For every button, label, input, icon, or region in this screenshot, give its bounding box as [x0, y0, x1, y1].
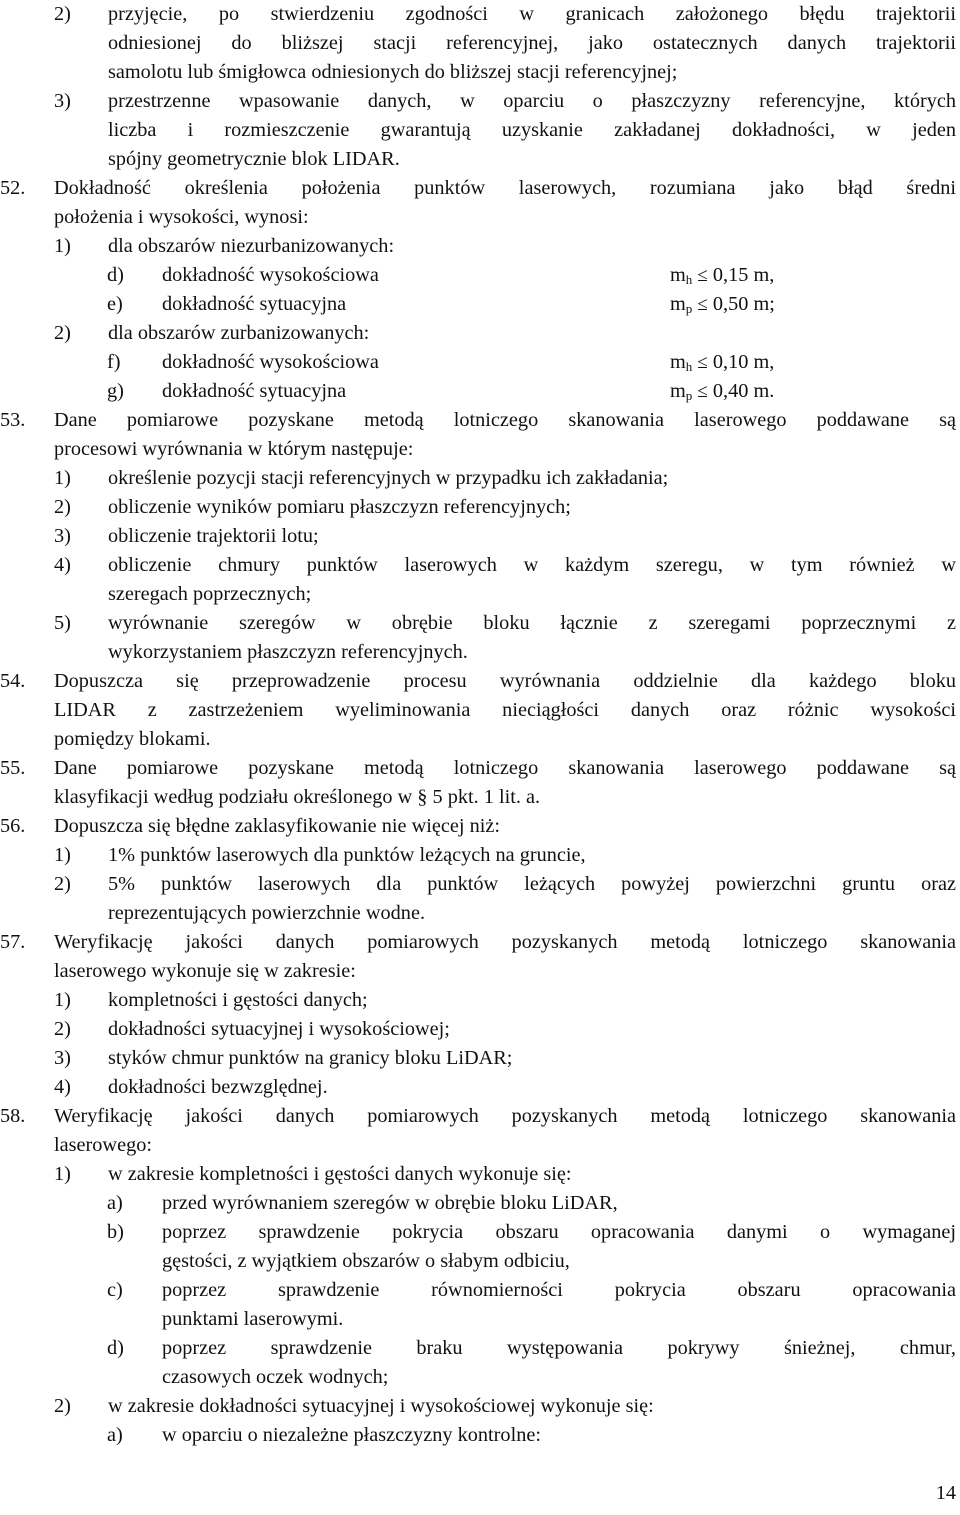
item-text: 1% punktów laserowych dla punktów leżących na gruncie, — [108, 844, 586, 866]
paragraph-number: 57. — [0, 931, 26, 953]
item-text: obliczenie trajektorii lotu; — [108, 525, 319, 547]
item-text: poprzez sprawdzenie równomierności pokrycia obszaru opracowania — [162, 1279, 956, 1301]
item-letter: b) — [107, 1221, 124, 1243]
item-number: 3) — [54, 1047, 71, 1069]
text-line — [0, 435, 960, 464]
paragraph-text: Dokładność określenia położenia punktów laserowych, rozumiana jako błąd średni — [54, 177, 956, 199]
paragraph-text: Weryfikację jakości danych pomiarowych pozyskanych metodą lotniczego skanowania — [54, 1105, 956, 1127]
less-equal-icon: ≤ — [697, 294, 708, 315]
text-line — [0, 1247, 960, 1276]
text-line — [0, 638, 960, 667]
item-text: obliczenie wyników pomiaru płaszczyzn referencyjnych; — [108, 496, 571, 518]
paragraph-text: laserowego: — [54, 1134, 152, 1156]
paragraph-text: klasyfikacji według podziału określonego w § 5 pkt. 1 lit. a. — [54, 786, 541, 808]
paragraph-number: 58. — [0, 1105, 26, 1127]
item-text: w zakresie kompletności i gęstości danych wykonuje się: — [108, 1163, 572, 1185]
list-item — [0, 986, 960, 1015]
list-item — [0, 87, 960, 116]
item-number: 2) — [54, 873, 71, 895]
paragraph-56 — [0, 812, 960, 841]
item-text: samolotu lub śmigłowca odniesionych do bliższej stacji referencyjnej; — [108, 61, 678, 83]
accuracy-value: $m_h \le 0,10$ m, — [670, 348, 774, 377]
list-item — [0, 232, 960, 261]
paragraph-text: Weryfikację jakości danych pomiarowych pozyskanych metodą lotniczego skanowania — [54, 931, 956, 953]
text-line — [0, 1363, 960, 1392]
text-line — [0, 116, 960, 145]
item-text: w zakresie dokładności sytuacyjnej i wysokościowej wykonuje się: — [108, 1395, 654, 1417]
item-letter: f) — [107, 351, 121, 373]
paragraph-number: 52. — [0, 177, 26, 199]
paragraph-number: 55. — [0, 757, 26, 779]
item-text: dokładności bezwzględnej. — [108, 1076, 328, 1098]
item-number: 3) — [54, 525, 71, 547]
less-equal-icon: ≤ — [697, 381, 708, 402]
paragraph-58 — [0, 1102, 960, 1131]
paragraph-number: 56. — [0, 815, 26, 837]
item-letter: g) — [107, 380, 124, 402]
text-line — [0, 899, 960, 928]
item-number: 1) — [54, 467, 71, 489]
list-item — [0, 522, 960, 551]
item-text: dokładności sytuacyjnej i wysokościowej; — [108, 1018, 450, 1040]
paragraph-text: pomiędzy blokami. — [54, 728, 211, 750]
accuracy-row — [0, 348, 960, 377]
text-line — [0, 58, 960, 87]
item-number: 1) — [54, 989, 71, 1011]
list-item — [0, 319, 960, 348]
item-letter: a) — [107, 1192, 123, 1214]
list-item — [0, 1015, 960, 1044]
paragraph-text: Dopuszcza się przeprowadzenie procesu wyrównania oddzielnie dla każdego bloku — [54, 670, 956, 692]
item-text: w oparciu o niezależne płaszczyzny kontrolne: — [162, 1424, 541, 1446]
paragraph-number: 54. — [0, 670, 26, 692]
item-number: 2) — [54, 1018, 71, 1040]
item-text: gęstości, z wyjątkiem obszarów o słabym odbiciu, — [162, 1250, 570, 1272]
item-text: czasowych oczek wodnych; — [162, 1366, 389, 1388]
item-text: poprzez sprawdzenie braku występowania pokrywy śnieżnej, chmur, — [162, 1337, 956, 1359]
item-letter: a) — [107, 1424, 123, 1446]
item-number: 2) — [54, 3, 71, 25]
item-text: poprzez sprawdzenie pokrycia obszaru opracowania danymi o wymaganej — [162, 1221, 956, 1243]
item-number: 2) — [54, 496, 71, 518]
paragraph-text: procesowi wyrównania w którym następuje: — [54, 438, 414, 460]
text-line — [0, 1131, 960, 1160]
item-number: 4) — [54, 1076, 71, 1098]
item-text: spójny geometrycznie blok LIDAR. — [108, 148, 400, 170]
accuracy-row — [0, 377, 960, 406]
item-letter: c) — [107, 1279, 123, 1301]
item-text: określenie pozycji stacji referencyjnych w przypadku ich zakładania; — [108, 467, 669, 489]
accuracy-value: $m_p \le 0,50$ m; — [670, 290, 775, 319]
text-line — [0, 580, 960, 609]
list-item — [0, 1218, 960, 1247]
item-letter: d) — [107, 264, 124, 286]
list-item — [0, 1044, 960, 1073]
paragraph-52 — [0, 174, 960, 203]
item-text: odniesionej do bliższej stacji referencyjnej, jako ostatecznych danych trajektorii — [108, 32, 956, 54]
item-text: 5% punktów laserowych dla punktów leżących powyżej powierzchni gruntu oraz — [108, 873, 956, 895]
item-letter: e) — [107, 293, 123, 315]
text-line — [0, 957, 960, 986]
list-item — [0, 609, 960, 638]
list-item — [0, 1392, 960, 1421]
paragraph-53 — [0, 406, 960, 435]
item-number: 1) — [54, 844, 71, 866]
item-number: 2) — [54, 322, 71, 344]
item-text: dokładność sytuacyjna — [162, 293, 347, 315]
item-letter: d) — [107, 1337, 124, 1359]
less-equal-icon: ≤ — [697, 352, 708, 373]
text-line — [0, 145, 960, 174]
accuracy-value: $m_p \le 0,40$ m. — [670, 377, 774, 406]
item-number: 4) — [54, 554, 71, 576]
list-item — [0, 841, 960, 870]
list-item — [0, 1276, 960, 1305]
item-text: dla obszarów niezurbanizowanych: — [108, 235, 395, 257]
accuracy-value: $m_h \le 0,15$ m, — [670, 261, 774, 290]
item-text: reprezentujących powierzchnie wodne. — [108, 902, 426, 924]
text-line — [0, 29, 960, 58]
list-item — [0, 1160, 960, 1189]
list-item — [0, 551, 960, 580]
less-equal-icon: ≤ — [697, 265, 708, 286]
list-item — [0, 870, 960, 899]
item-text: dla obszarów zurbanizowanych: — [108, 322, 370, 344]
paragraph-55 — [0, 754, 960, 783]
paragraph-text: Dane pomiarowe pozyskane metodą lotniczego skanowania laserowego poddawane są — [54, 409, 956, 431]
item-number: 2) — [54, 1395, 71, 1417]
item-text: przyjęcie, po stwierdzeniu zgodności w granicach założonego błędu trajektorii — [108, 3, 956, 25]
item-text: dokładność sytuacyjna — [162, 380, 347, 402]
item-number: 5) — [54, 612, 71, 634]
list-item — [0, 1421, 960, 1450]
list-item — [0, 464, 960, 493]
paragraph-text: laserowego wykonuje się w zakresie: — [54, 960, 356, 982]
item-text: przed wyrównaniem szeregów w obrębie bloku LiDAR, — [162, 1192, 618, 1214]
text-line — [0, 783, 960, 812]
item-number: 1) — [54, 235, 71, 257]
list-item — [0, 0, 960, 29]
item-number: 1) — [54, 1163, 71, 1185]
text-line — [0, 696, 960, 725]
paragraph-text: położenia i wysokości, wynosi: — [54, 206, 309, 228]
item-text: wyrównanie szeregów w obrębie bloku łącznie z szeregami poprzecznymi z — [108, 612, 956, 634]
item-text: obliczenie chmury punktów laserowych w każdym szeregu, w tym również w — [108, 554, 956, 576]
text-line — [0, 1305, 960, 1334]
paragraph-57 — [0, 928, 960, 957]
paragraph-text: Dopuszcza się błędne zaklasyfikowanie nie więcej niż: — [54, 815, 500, 837]
list-item — [0, 493, 960, 522]
item-text: kompletności i gęstości danych; — [108, 989, 368, 1011]
list-item — [0, 1189, 960, 1218]
item-text: szeregach poprzecznych; — [108, 583, 312, 605]
accuracy-row — [0, 290, 960, 319]
item-text: styków chmur punktów na granicy bloku LiDAR; — [108, 1047, 513, 1069]
accuracy-row — [0, 261, 960, 290]
list-item — [0, 1073, 960, 1102]
item-text: punktami laserowymi. — [162, 1308, 344, 1330]
item-text: wykorzystaniem płaszczyzn referencyjnych. — [108, 641, 468, 663]
page-number: 14 — [935, 1482, 956, 1504]
item-text: przestrzenne wpasowanie danych, w oparciu o płaszczyzny referencyjne, których — [108, 90, 956, 112]
item-text: dokładność wysokościowa — [162, 351, 379, 373]
paragraph-number: 53. — [0, 409, 26, 431]
paragraph-54 — [0, 667, 960, 696]
paragraph-text: Dane pomiarowe pozyskane metodą lotniczego skanowania laserowego poddawane są — [54, 757, 956, 779]
item-text: dokładność wysokościowa — [162, 264, 379, 286]
text-line — [0, 203, 960, 232]
item-text: liczba i rozmieszczenie gwarantują uzyskanie zakładanej dokładności, w jeden — [108, 119, 956, 141]
paragraph-text: LIDAR z zastrzeżeniem wyeliminowania nieciągłości danych oraz różnic wysokości — [54, 699, 956, 721]
item-number: 3) — [54, 90, 71, 112]
text-line — [0, 725, 960, 754]
list-item — [0, 1334, 960, 1363]
